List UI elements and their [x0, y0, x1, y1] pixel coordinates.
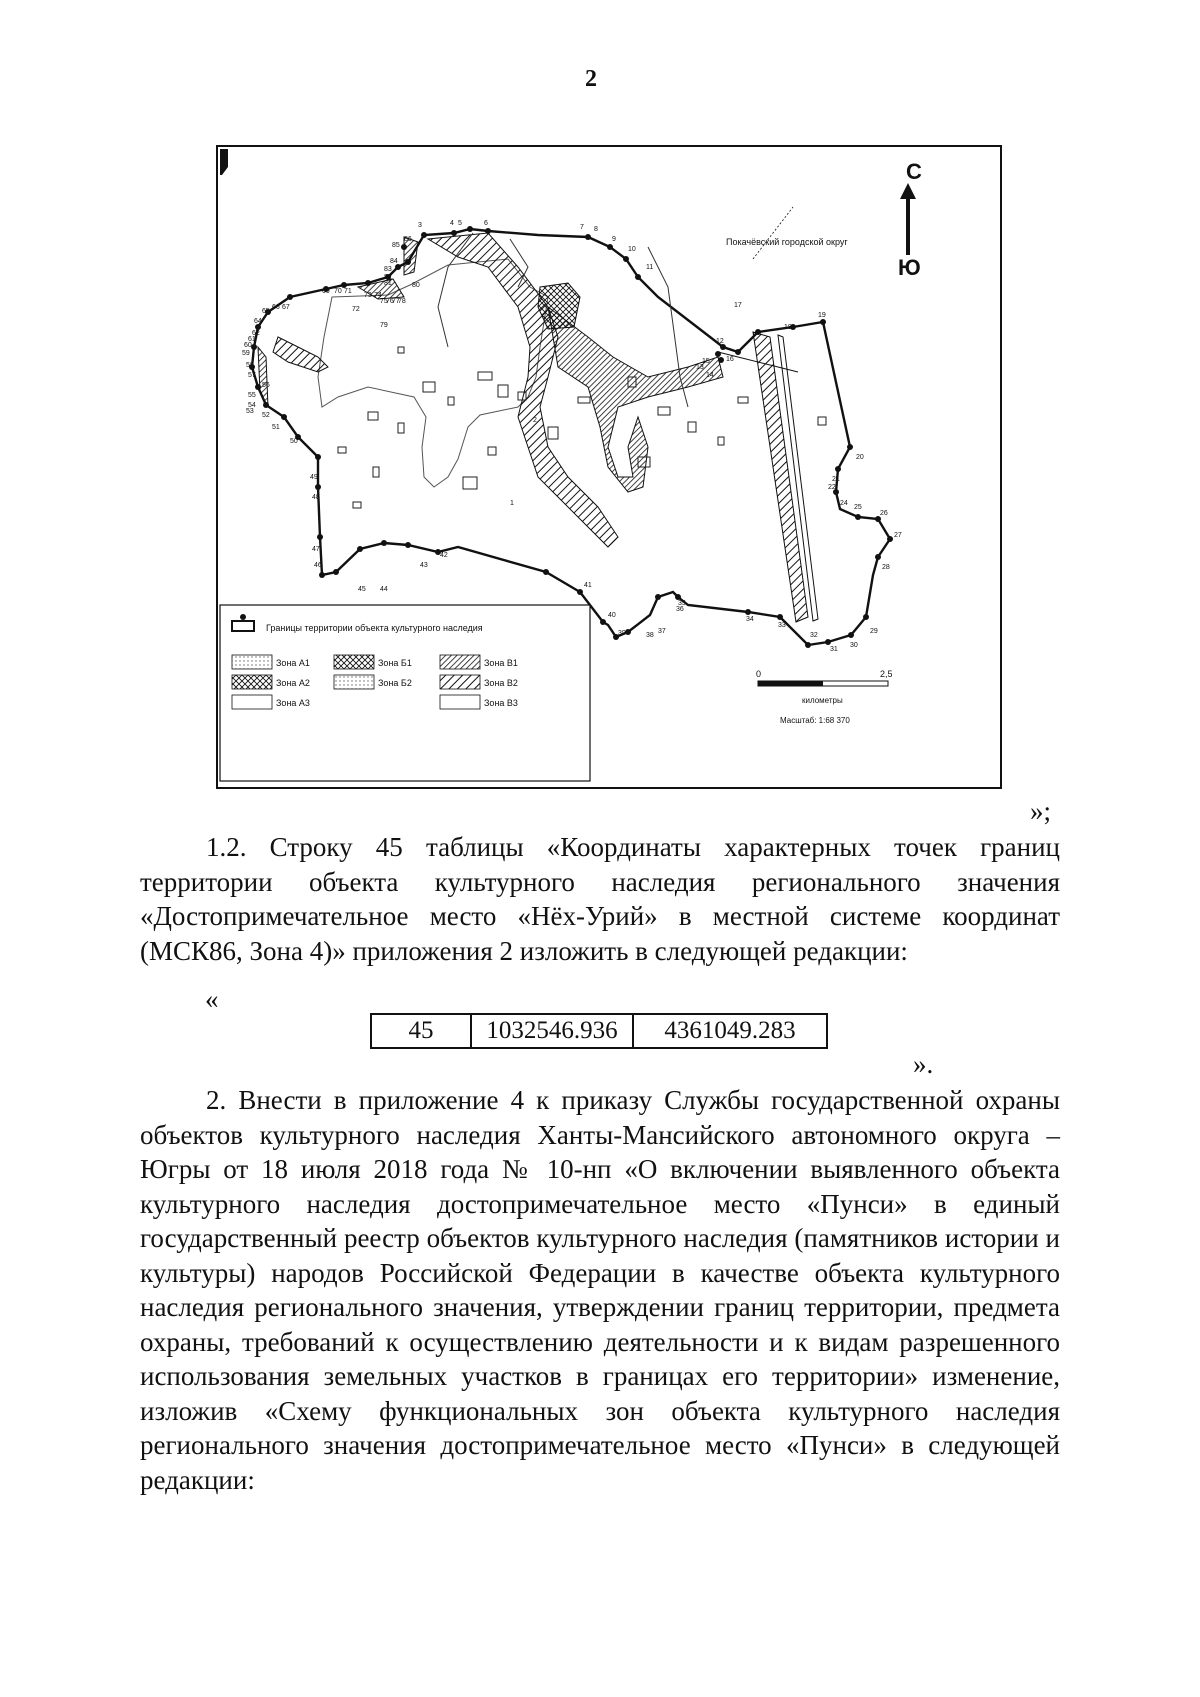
svg-text:1: 1: [510, 500, 514, 507]
svg-text:46: 46: [314, 562, 322, 569]
svg-text:56: 56: [262, 382, 270, 389]
svg-text:72: 72: [352, 306, 360, 313]
svg-text:57: 57: [248, 372, 256, 379]
svg-text:44: 44: [380, 586, 388, 593]
legend-zone-a1: Зона А1: [276, 658, 310, 668]
scale-end: 2,5: [880, 669, 893, 679]
svg-text:83: 83: [384, 266, 392, 273]
svg-text:65: 65: [262, 308, 270, 315]
svg-text:38: 38: [646, 632, 654, 639]
svg-text:85: 85: [392, 242, 400, 249]
svg-text:76: 76: [386, 298, 394, 305]
legend-boundary-label: Границы территории объекта культурного наследия: [266, 623, 483, 633]
svg-text:64: 64: [254, 318, 262, 325]
page-number: 2: [585, 66, 597, 92]
svg-text:71: 71: [344, 288, 352, 295]
compass-south: Ю: [898, 255, 921, 280]
legend-zone-b1: Зона Б1: [378, 658, 412, 668]
svg-text:69: 69: [322, 288, 330, 295]
svg-text:66: 66: [272, 304, 280, 311]
svg-text:73: 73: [364, 292, 372, 299]
scale-start: 0: [756, 669, 762, 679]
compass-arrow-icon: [900, 183, 916, 239]
territory-map: [216, 145, 1002, 789]
paragraph-1-2: 1.2. Строку 45 таблицы «Координаты характерных точек границ территории объекта культурного наследия регионального значения «Достопримечательное место «Нёх-Урий» в местной системе координат (МСК86, Зона 4)» приложения 2 изложить в следующей редакции:: [140, 832, 1060, 966]
svg-text:36: 36: [676, 606, 684, 613]
svg-text:25: 25: [854, 504, 862, 511]
svg-text:60: 60: [244, 342, 252, 349]
svg-text:59: 59: [242, 350, 250, 357]
svg-text:5: 5: [458, 220, 462, 227]
scale-unit: километры: [802, 696, 843, 705]
svg-text:61: 61: [248, 336, 256, 343]
svg-text:30: 30: [850, 642, 858, 649]
svg-text:55: 55: [248, 392, 256, 399]
svg-text:52: 52: [262, 412, 270, 419]
coordinate-table: [370, 1013, 828, 1049]
svg-text:40: 40: [608, 612, 616, 619]
svg-text:37: 37: [658, 628, 666, 635]
svg-text:24: 24: [840, 500, 848, 507]
svg-text:18: 18: [784, 324, 792, 331]
svg-text:20: 20: [856, 454, 864, 461]
svg-text:27: 27: [894, 532, 902, 539]
svg-text:84: 84: [390, 258, 398, 265]
svg-text:35: 35: [678, 600, 686, 607]
svg-text:3: 3: [418, 222, 422, 229]
svg-text:82: 82: [384, 274, 392, 281]
legend-zone-v2: Зона В2: [484, 678, 518, 688]
svg-text:47: 47: [312, 546, 320, 553]
svg-text:34: 34: [746, 616, 754, 623]
legend-zone-b2: Зона Б2: [378, 678, 412, 688]
svg-text:70: 70: [334, 288, 342, 295]
svg-text:86: 86: [404, 236, 412, 243]
svg-text:51: 51: [272, 424, 280, 431]
svg-text:29: 29: [870, 628, 878, 635]
svg-text:53: 53: [246, 408, 254, 415]
scale-bar: [756, 669, 893, 725]
svg-text:2: 2: [533, 417, 537, 424]
map-closing-quote: »;: [1030, 796, 1052, 826]
svg-text:11: 11: [646, 264, 654, 271]
table-opening-quote: «: [205, 984, 219, 1014]
svg-text:13: 13: [696, 364, 704, 371]
svg-text:48: 48: [312, 494, 320, 501]
compass: [898, 159, 922, 280]
svg-text:8: 8: [594, 226, 598, 233]
legend-zone-v3: Зона В3: [484, 698, 518, 708]
svg-text:45: 45: [358, 586, 366, 593]
svg-text:28: 28: [882, 564, 890, 571]
svg-text:42: 42: [440, 552, 448, 559]
svg-text:33: 33: [778, 622, 786, 629]
table-closing-quote: ».: [913, 1049, 934, 1079]
svg-text:19: 19: [818, 312, 826, 319]
paragraph-2: 2. Внести в приложение 4 к приказу Службы государственной охраны объектов культурного наследия Ханты-Мансийского автономного округа – Югры от 18 июля 2018 года № 10-нп «О включении выявленного объекта культурного наследия достопримечательное место «Пунси» в единый государственный реестр объектов культурного наследия (памятников истории и культуры) народов Российской Федерации в качестве объекта культурного наследия регионального значения, утверждении границ территории, предмета охраны, требований к осуществлению деятельности и к видам разрешенного использования земельных участков в границах его территории» изменение, изложив «Схему функциональных зон объекта культурного наследия регионального значения достопримечательное место «Пунси» в следующей редакции:: [140, 1085, 1060, 1495]
legend-zone-a2: Зона А2: [276, 678, 310, 688]
svg-text:78: 78: [398, 298, 406, 305]
svg-text:10: 10: [628, 246, 636, 253]
svg-text:62: 62: [252, 330, 260, 337]
svg-text:31: 31: [830, 646, 838, 653]
svg-text:75: 75: [380, 298, 388, 305]
svg-text:49: 49: [310, 474, 318, 481]
scale-ratio: Масштаб: 1:68 370: [780, 716, 850, 725]
svg-text:32: 32: [810, 632, 818, 639]
svg-text:80: 80: [412, 282, 420, 289]
svg-text:50: 50: [290, 438, 298, 445]
svg-text:7: 7: [580, 224, 584, 231]
svg-text:26: 26: [880, 510, 888, 517]
table-row: [371, 1014, 827, 1048]
svg-text:14: 14: [706, 372, 714, 379]
point-number-cell: 45: [371, 1014, 471, 1048]
svg-text:16: 16: [726, 356, 734, 363]
svg-text:81: 81: [384, 280, 392, 287]
svg-text:67: 67: [282, 304, 290, 311]
y-coordinate-cell: 4361049.283: [633, 1014, 827, 1048]
legend-zone-a3: Зона А3: [276, 698, 310, 708]
svg-text:17: 17: [734, 302, 742, 309]
corner-mark: [220, 149, 228, 175]
legend-zone-v1: Зона В1: [484, 658, 518, 668]
svg-text:15: 15: [702, 358, 710, 365]
svg-text:77: 77: [392, 298, 400, 305]
place-label: Покачёвский городской округ: [726, 237, 848, 247]
compass-north: С: [906, 159, 922, 184]
svg-text:39: 39: [618, 630, 626, 637]
svg-text:4: 4: [450, 220, 454, 227]
map-legend: [220, 605, 590, 781]
map-drawing: [218, 147, 1000, 787]
svg-text:6: 6: [484, 220, 488, 227]
svg-text:54: 54: [248, 402, 256, 409]
svg-text:12: 12: [716, 338, 724, 345]
x-coordinate-cell: 1032546.936: [471, 1014, 633, 1048]
svg-text:79: 79: [380, 322, 388, 329]
svg-text:58: 58: [246, 362, 254, 369]
svg-text:41: 41: [584, 582, 592, 589]
svg-text:74: 74: [374, 292, 382, 299]
svg-text:43: 43: [420, 562, 428, 569]
svg-text:22: 22: [828, 484, 836, 491]
svg-text:9: 9: [612, 236, 616, 243]
svg-text:21: 21: [832, 476, 840, 483]
